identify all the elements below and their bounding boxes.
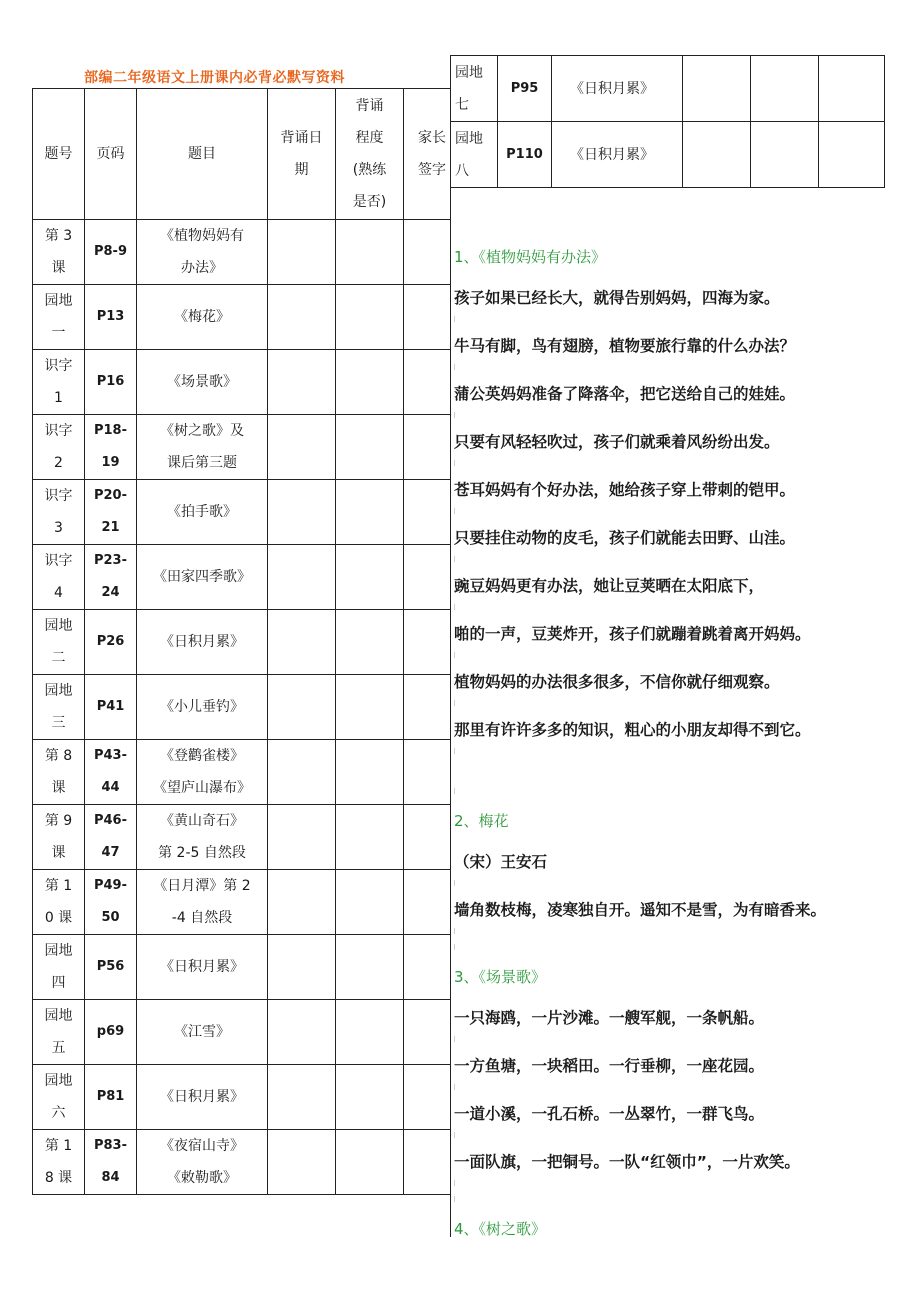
section-heading: 4、《树之歌》 bbox=[454, 1220, 547, 1238]
recitation-content bbox=[454, 240, 904, 1246]
lesson-no-cell: 园地 六 bbox=[33, 1065, 85, 1130]
header-lesson-no: 题号 bbox=[33, 89, 85, 220]
recite-date-cell bbox=[268, 415, 336, 480]
recite-level-cell bbox=[336, 1000, 404, 1065]
recite-level-cell bbox=[336, 610, 404, 675]
page-cell: P95 bbox=[498, 56, 552, 122]
lesson-no-cell: 第 9 课 bbox=[33, 805, 85, 870]
section-heading: 2、梅花 bbox=[454, 812, 509, 830]
recite-date-cell bbox=[268, 1065, 336, 1130]
recite-date-cell bbox=[268, 870, 336, 935]
page-cell: P8-9 bbox=[85, 220, 137, 285]
recitation-line: （宋）王安石 bbox=[454, 838, 904, 886]
lesson-no-cell: 第 8 课 bbox=[33, 740, 85, 805]
lesson-no-cell: 园地 二 bbox=[33, 610, 85, 675]
page-cell: P41 bbox=[85, 675, 137, 740]
recite-level-cell bbox=[336, 415, 404, 480]
table-row bbox=[33, 675, 451, 740]
page-cell: P110 bbox=[498, 122, 552, 188]
recite-date-cell bbox=[268, 675, 336, 740]
recite-level-cell bbox=[336, 1130, 404, 1195]
table-row bbox=[33, 480, 451, 545]
table-row bbox=[33, 545, 451, 610]
table-row bbox=[33, 1065, 451, 1130]
table-row bbox=[33, 1000, 451, 1065]
recite-date-cell bbox=[268, 610, 336, 675]
recitation-line: 蒲公英妈妈准备了降落伞，把它送给自己的娃娃。 bbox=[454, 370, 904, 418]
recitation-line: 苍耳妈妈有个好办法，她给孩子穿上带刺的铠甲。 bbox=[454, 466, 904, 514]
recite-level-cell bbox=[336, 1065, 404, 1130]
parent-sign-cell bbox=[404, 740, 451, 805]
table-row bbox=[33, 935, 451, 1000]
page-cell: P83- 84 bbox=[85, 1130, 137, 1195]
recite-date-cell bbox=[268, 220, 336, 285]
recitation-table bbox=[32, 88, 451, 1195]
table-row bbox=[33, 805, 451, 870]
header-recite-level: 背诵 程度 (熟练 是否) bbox=[336, 89, 404, 220]
parent-sign-cell bbox=[404, 285, 451, 350]
recite-date-cell bbox=[268, 1130, 336, 1195]
parent-sign-cell bbox=[404, 350, 451, 415]
document-title: 部编二年级语文上册课内必背必默写资料 bbox=[84, 70, 345, 86]
page-cell: P26 bbox=[85, 610, 137, 675]
column-divider bbox=[450, 187, 451, 1237]
table-row bbox=[33, 870, 451, 935]
title-cell: 《田家四季歌》 bbox=[137, 545, 268, 610]
page-cell: P16 bbox=[85, 350, 137, 415]
lesson-no-cell: 园地 七 bbox=[451, 56, 498, 122]
recite-level-cell bbox=[336, 480, 404, 545]
section-heading: 3、《场景歌》 bbox=[454, 968, 547, 986]
recite-level-cell bbox=[336, 675, 404, 740]
lesson-no-cell: 第 3 课 bbox=[33, 220, 85, 285]
recitation-line: 一道小溪，一孔石桥。一丛翠竹，一群飞鸟。 bbox=[454, 1090, 904, 1138]
recite-date-cell bbox=[268, 935, 336, 1000]
section-gap bbox=[454, 778, 904, 804]
section-heading: 1、《植物妈妈有办法》 bbox=[454, 248, 607, 266]
table-row bbox=[33, 1130, 451, 1195]
parent-sign-cell bbox=[404, 1130, 451, 1195]
page-cell: P56 bbox=[85, 935, 137, 1000]
parent-sign-cell bbox=[404, 870, 451, 935]
lesson-no-cell: 识字 1 bbox=[33, 350, 85, 415]
section-gap bbox=[454, 1186, 904, 1212]
table-row bbox=[33, 350, 451, 415]
recitation-table-continued bbox=[450, 55, 885, 188]
title-cell: 《小儿垂钓》 bbox=[137, 675, 268, 740]
recite-level-cell bbox=[336, 350, 404, 415]
recite-level-cell bbox=[336, 740, 404, 805]
lesson-no-cell: 识字 2 bbox=[33, 415, 85, 480]
recite-date-cell bbox=[683, 56, 751, 122]
table-row bbox=[451, 122, 885, 188]
lesson-no-cell: 园地 八 bbox=[451, 122, 498, 188]
header-page: 页码 bbox=[85, 89, 137, 220]
lesson-no-cell: 园地 四 bbox=[33, 935, 85, 1000]
title-cell: 《夜宿山寺》 《敕勒歌》 bbox=[137, 1130, 268, 1195]
page-cell: P43- 44 bbox=[85, 740, 137, 805]
lesson-no-cell: 第 1 8 课 bbox=[33, 1130, 85, 1195]
recite-date-cell bbox=[268, 285, 336, 350]
header-parent-sign: 家长 签字 bbox=[404, 89, 451, 220]
section-gap bbox=[454, 754, 904, 778]
parent-sign-cell bbox=[404, 545, 451, 610]
title-cell: 《日月潭》第 2 -4 自然段 bbox=[137, 870, 268, 935]
recite-date-cell bbox=[268, 805, 336, 870]
recite-level-cell bbox=[336, 935, 404, 1000]
recitation-line: 植物妈妈的办法很多很多，不信你就仔细观察。 bbox=[454, 658, 904, 706]
table-row bbox=[33, 285, 451, 350]
recite-date-cell bbox=[268, 1000, 336, 1065]
recite-level-cell bbox=[336, 805, 404, 870]
page-cell: P81 bbox=[85, 1065, 137, 1130]
recite-date-cell bbox=[268, 740, 336, 805]
lesson-no-cell: 第 1 0 课 bbox=[33, 870, 85, 935]
title-cell: 《日积月累》 bbox=[552, 122, 683, 188]
lesson-no-cell: 识字 3 bbox=[33, 480, 85, 545]
recite-level-cell bbox=[336, 220, 404, 285]
recitation-line: 孩子如果已经长大，就得告别妈妈，四海为家。 bbox=[454, 274, 904, 322]
title-cell: 《登鹳雀楼》 《望庐山瀑布》 bbox=[137, 740, 268, 805]
recitation-line: 啪的一声，豆荚炸开，孩子们就蹦着跳着离开妈妈。 bbox=[454, 610, 904, 658]
table-header-row bbox=[33, 89, 451, 220]
recitation-line: 一只海鸥，一片沙滩。一艘军舰，一条帆船。 bbox=[454, 994, 904, 1042]
parent-sign-cell bbox=[404, 675, 451, 740]
recitation-line: 那里有许许多多的知识，粗心的小朋友却得不到它。 bbox=[454, 706, 904, 754]
table-row bbox=[33, 415, 451, 480]
recite-date-cell bbox=[683, 122, 751, 188]
table-row bbox=[33, 610, 451, 675]
recite-date-cell bbox=[268, 545, 336, 610]
recitation-line: 只要挂住动物的皮毛，孩子们就能去田野、山洼。 bbox=[454, 514, 904, 562]
parent-sign-cell bbox=[404, 935, 451, 1000]
table-row bbox=[33, 740, 451, 805]
parent-sign-cell bbox=[404, 1000, 451, 1065]
page-cell: P18- 19 bbox=[85, 415, 137, 480]
recitation-line: 豌豆妈妈更有办法，她让豆荚晒在太阳底下， bbox=[454, 562, 904, 610]
title-cell: 《日积月累》 bbox=[137, 1065, 268, 1130]
recite-level-cell bbox=[336, 285, 404, 350]
page-cell: P46- 47 bbox=[85, 805, 137, 870]
title-cell: 《植物妈妈有 办法》 bbox=[137, 220, 268, 285]
recitation-line: 只要有风轻轻吹过，孩子们就乘着风纷纷出发。 bbox=[454, 418, 904, 466]
section-gap bbox=[454, 934, 904, 960]
title-cell: 《日积月累》 bbox=[137, 610, 268, 675]
recitation-line: 一方鱼塘，一块稻田。一行垂柳，一座花园。 bbox=[454, 1042, 904, 1090]
header-recite-date: 背诵日 期 bbox=[268, 89, 336, 220]
lesson-no-cell: 园地 三 bbox=[33, 675, 85, 740]
table-row bbox=[451, 56, 885, 122]
recite-level-cell bbox=[751, 122, 819, 188]
recitation-line: 牛马有脚，鸟有翅膀，植物要旅行靠的什么办法？ bbox=[454, 322, 904, 370]
recite-date-cell bbox=[268, 480, 336, 545]
recite-level-cell bbox=[751, 56, 819, 122]
title-cell: 《江雪》 bbox=[137, 1000, 268, 1065]
page-cell: p69 bbox=[85, 1000, 137, 1065]
parent-sign-cell bbox=[404, 480, 451, 545]
recitation-line: 墙角数枝梅，凌寒独自开。遥知不是雪，为有暗香来。 bbox=[454, 886, 904, 934]
parent-sign-cell bbox=[819, 56, 885, 122]
recite-date-cell bbox=[268, 350, 336, 415]
title-cell: 《梅花》 bbox=[137, 285, 268, 350]
title-cell: 《日积月累》 bbox=[552, 56, 683, 122]
parent-sign-cell bbox=[819, 122, 885, 188]
page-cell: P13 bbox=[85, 285, 137, 350]
page-cell: P20- 21 bbox=[85, 480, 137, 545]
parent-sign-cell bbox=[404, 1065, 451, 1130]
title-cell: 《场景歌》 bbox=[137, 350, 268, 415]
page-cell: P49- 50 bbox=[85, 870, 137, 935]
recite-level-cell bbox=[336, 545, 404, 610]
parent-sign-cell bbox=[404, 415, 451, 480]
header-title: 题目 bbox=[137, 89, 268, 220]
table-row bbox=[33, 220, 451, 285]
title-cell: 《日积月累》 bbox=[137, 935, 268, 1000]
recitation-line: 一面队旗，一把铜号。一队“红领巾”，一片欢笑。 bbox=[454, 1138, 904, 1186]
parent-sign-cell bbox=[404, 610, 451, 675]
title-cell: 《拍手歌》 bbox=[137, 480, 268, 545]
lesson-no-cell: 园地 五 bbox=[33, 1000, 85, 1065]
recite-level-cell bbox=[336, 870, 404, 935]
lesson-no-cell: 识字 4 bbox=[33, 545, 85, 610]
parent-sign-cell bbox=[404, 220, 451, 285]
parent-sign-cell bbox=[404, 805, 451, 870]
title-cell: 《树之歌》及 课后第三题 bbox=[137, 415, 268, 480]
page-cell: P23- 24 bbox=[85, 545, 137, 610]
lesson-no-cell: 园地 一 bbox=[33, 285, 85, 350]
title-cell: 《黄山奇石》 第 2-5 自然段 bbox=[137, 805, 268, 870]
